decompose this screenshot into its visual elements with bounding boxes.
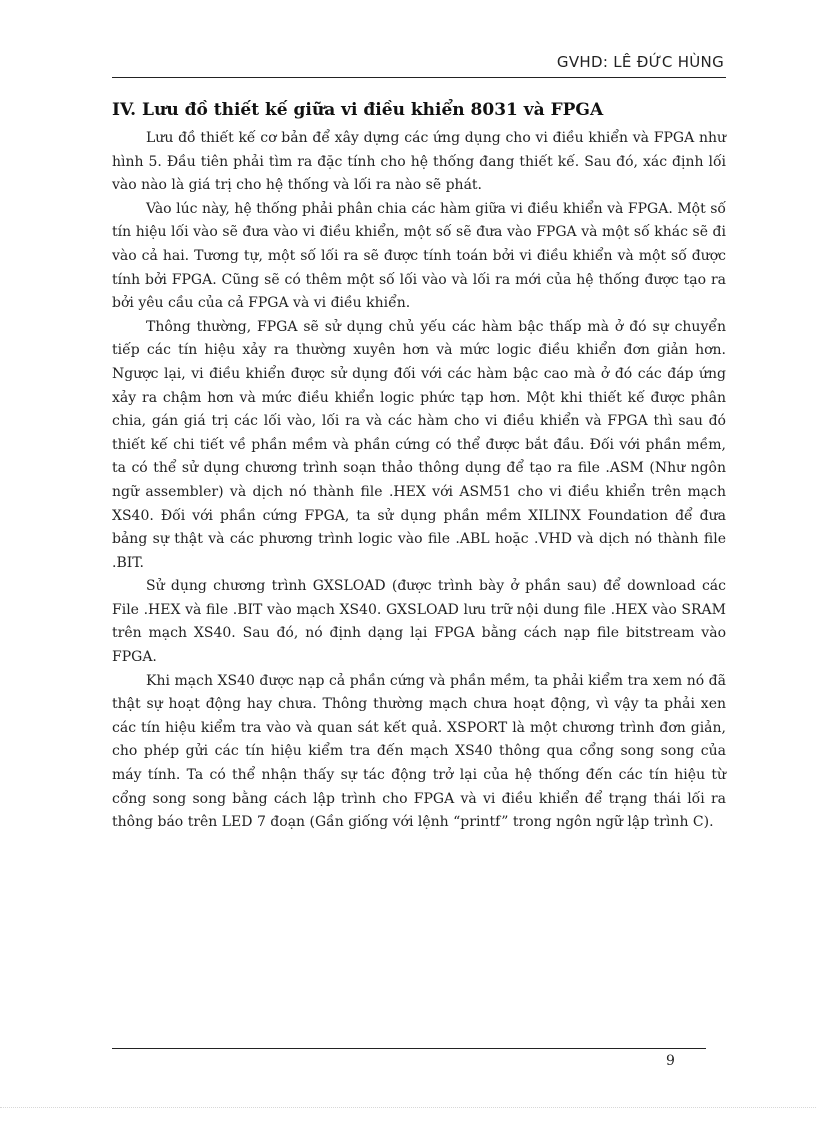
paragraph-2: Vào lúc này, hệ thống phải phân chia các hàm giữa vi điều khiển và FPGA. Một số tín hiệu lối vào sẽ đưa vào vi điều khiển, một số sẽ đưa vào FPGA và một số khác sẽ đi vào cả hai. Tương tự, một số lối ra sẽ được tính toán bởi vi điều khiển và một số được tính bởi FPGA. Cũng sẽ có thêm một số lối vào và lối ra mới của hệ thống được tạo ra bởi yêu cầu của cả FPGA và vi điều khiển. xyxy=(112,200,726,312)
header-rule xyxy=(112,77,726,78)
header-supervisor: GVHD: LÊ ĐỨC HÙNG xyxy=(556,53,724,71)
page-bottom-border xyxy=(0,1107,816,1108)
page-number: 9 xyxy=(666,1053,675,1069)
paragraph-3: Thông thường, FPGA sẽ sử dụng chủ yếu các hàm bậc thấp mà ở đó sự chuyển tiếp các tín hiệu xảy ra thường xuyên hơn và mức logic điều khiển đơn giản hơn. Ngược lại, vi điều khiển được sử dụng đối với các hàm bậc cao mà ở đó các đáp ứng xảy ra chậm hơn và mức điều khiển logic phức tạp hơn. Một khi thiết kế được phân chia, gán giá trị các lối vào, lối ra và các hàm cho vi điều khiển và FPGA thì sau đó thiết kế chi tiết về phần mềm và phần cứng có thể được bắt đầu. Đối với phần mềm, ta có thể sử dụng chương trình soạn thảo thông dụng để tạo ra file .ASM (Như ngôn ngữ assembler) và dịch nó thành file .HEX với ASM51 cho vi điều khiển trên mạch XS40. Đối với phần cứng FPGA, ta sử dụng phần mềm XILINX Foundation để đưa bảng sự thật và các phương trình logic vào file .ABL hoặc .VHD và dịch nó thành file .BIT. xyxy=(112,318,726,571)
paragraph-4: Sử dụng chương trình GXSLOAD (được trình bày ở phần sau) để download các File .HEX và file .BIT vào mạch XS40. GXSLOAD lưu trữ nội dung file .HEX vào SRAM trên mạch XS40. Sau đó, nó định dạng lại FPGA bằng cách nạp file bitstream vào FPGA. xyxy=(112,578,726,666)
paragraph-5: Khi mạch XS40 được nạp cả phần cứng và phần mềm, ta phải kiểm tra xem nó đã thật sự hoạt động hay chưa. Thông thường mạch chưa hoạt động, vì vậy ta phải xen các tín hiệu kiểm tra vào và quan sát kết quả. XSPORT là một chương trình đơn giản, cho phép gửi các tín hiệu kiểm tra đến mạch XS40 thông qua cổng song song của máy tính. Ta có thể nhận thấy sự tác động trở lại của hệ thống đến các tín hiệu từ cổng song song bằng cách lập trình cho FPGA và vi điều khiển để trạng thái lối ra thông báo trên LED 7 đoạn (Gần giống với lệnh “printf” trong ngôn ngữ lập trình C). xyxy=(112,672,726,831)
section-title: IV. Lưu đồ thiết kế giữa vi điều khiển 8031 và FPGA xyxy=(112,100,604,120)
document-body xyxy=(112,97,726,835)
paragraph-1: Lưu đồ thiết kế cơ bản để xây dựng các ứng dụng cho vi điều khiển và FPGA như hình 5. Đầu tiên phải tìm ra đặc tính cho hệ thống đang thiết kế. Sau đó, xác định lối vào nào là giá trị cho hệ thống và lối ra nào sẽ phát. xyxy=(112,130,726,194)
footer-rule xyxy=(112,1048,706,1049)
page-header xyxy=(112,44,726,79)
